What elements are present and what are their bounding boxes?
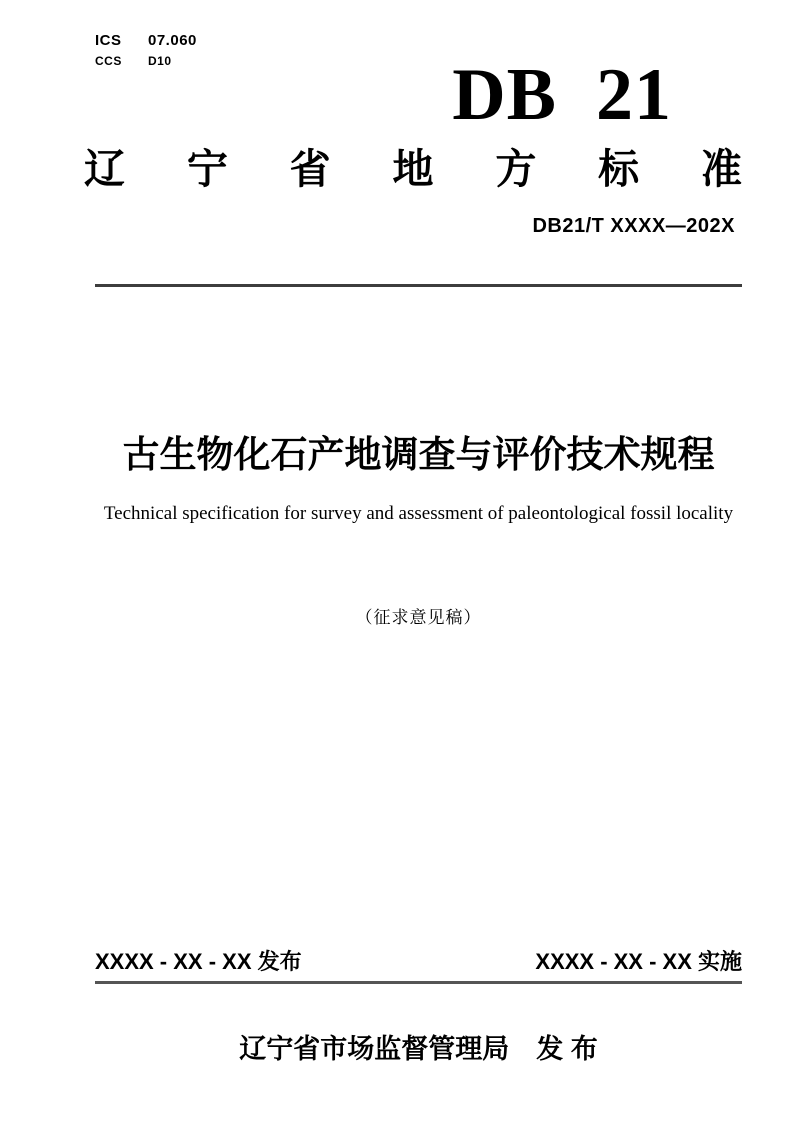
db-code: DB 21 [452,54,672,136]
standard-type-char: 准 [700,146,742,192]
document-title-zh: 古生物化石产地调查与评价技术规程 [122,434,715,475]
standard-type-char: 标 [598,146,640,192]
date-row [95,949,742,975]
implement-date: XXXX - XX - XX 实施 [535,949,742,974]
header-divider [95,284,742,287]
ccs-value: D10 [148,54,172,68]
issue-date: XXXX - XX - XX 发布 [95,949,302,974]
classification-block [95,33,197,67]
standard-type-char: 方 [495,146,537,192]
document-title-en: Technical specification for survey and assessment of paleontological fossil locality [103,503,734,524]
ics-value: 07.060 [148,32,197,49]
ics-row [95,33,197,48]
standard-type-char: 省 [289,146,331,192]
draft-note: （征求意见稿） [355,608,482,627]
standard-number: DB21/T XXXX—202X [532,215,735,237]
ccs-label: CCS [95,54,122,68]
ccs-row [95,55,197,67]
standard-type-title [84,147,742,192]
footer-divider [95,981,742,984]
standard-type-char: 地 [392,146,434,192]
standard-type-char: 辽 [84,146,125,192]
publisher: 辽宁省市场监督管理局 发 布 [239,1034,598,1064]
ics-label: ICS [95,32,122,49]
standard-type-char: 宁 [186,146,228,192]
